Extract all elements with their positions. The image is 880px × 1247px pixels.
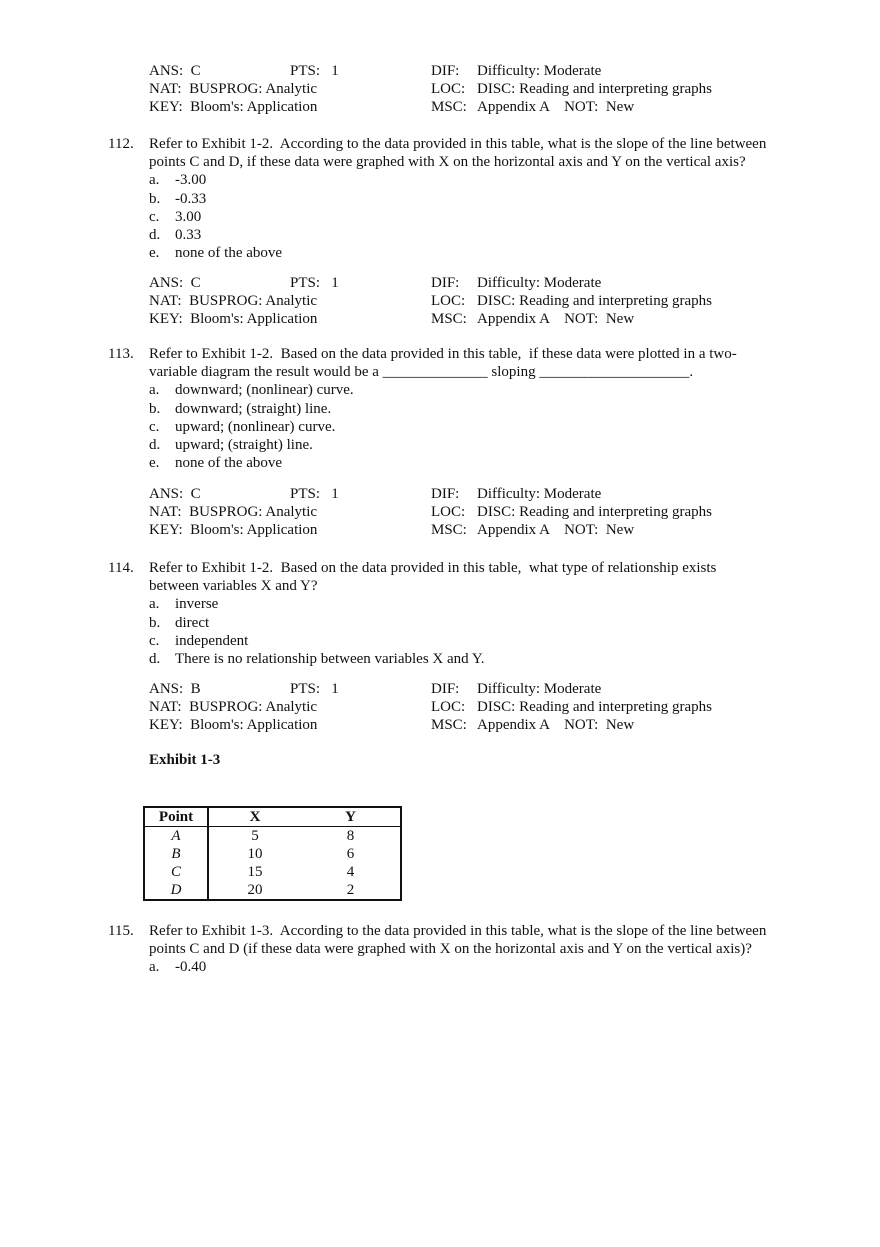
metadata-field: LOC: bbox=[431, 81, 466, 98]
table-cell: 8 bbox=[346, 828, 355, 844]
option-text: downward; (nonlinear) curve. bbox=[175, 382, 354, 399]
question-stem-line bbox=[0, 940, 880, 958]
table-cell: B bbox=[144, 845, 208, 863]
table-row bbox=[144, 827, 401, 846]
question-stem-line bbox=[0, 153, 880, 171]
metadata-row bbox=[0, 98, 880, 116]
metadata-field: ANS: B bbox=[149, 681, 201, 697]
question-text: variable diagram the result would be a ______________ sloping ____________________. bbox=[149, 364, 694, 381]
question bbox=[0, 559, 880, 668]
table-cell: A bbox=[144, 827, 208, 846]
metadata-field: DISC: Reading and interpreting graphs bbox=[477, 81, 712, 98]
answer-option bbox=[0, 208, 880, 226]
metadata-row bbox=[0, 274, 880, 292]
table-cell: C bbox=[144, 863, 208, 881]
header-y: Y bbox=[301, 807, 401, 827]
metadata-field: DIF: bbox=[431, 275, 460, 291]
answer-metadata bbox=[0, 274, 880, 329]
metadata-field: DIF: bbox=[431, 681, 460, 697]
exhibit-table bbox=[143, 806, 402, 901]
table-cell: 15 bbox=[247, 864, 263, 880]
table-row bbox=[144, 845, 401, 863]
option-text: There is no relationship between variables X and Y. bbox=[175, 650, 485, 667]
question-text: points C and D (if these data were graphed with X on the horizontal axis and Y on the vertical axis)? bbox=[149, 941, 752, 958]
table-cell: 10 bbox=[247, 846, 263, 862]
metadata-field: MSC: bbox=[431, 311, 467, 328]
option-text: independent bbox=[175, 632, 249, 649]
metadata-field: KEY: Bloom's: Application bbox=[149, 311, 318, 328]
option-letter: c. bbox=[149, 418, 160, 435]
metadata-field: ANS: C bbox=[149, 275, 201, 291]
metadata-field: MSC: bbox=[431, 522, 467, 539]
question-stem-line bbox=[0, 559, 880, 577]
question-text: Refer to Exhibit 1-2. Based on the data provided in this table, what type of relationship exists bbox=[149, 560, 717, 576]
option-text: -3.00 bbox=[175, 172, 207, 189]
metadata-row bbox=[0, 485, 880, 503]
metadata-field: Appendix A NOT: New bbox=[477, 99, 635, 116]
metadata-field: PTS: 1 bbox=[290, 486, 339, 502]
metadata-field: Difficulty: Moderate bbox=[477, 275, 602, 291]
question-text: Refer to Exhibit 1-2. According to the data provided in this table, what is the slope of the line between bbox=[149, 136, 767, 152]
option-letter: d. bbox=[149, 436, 161, 453]
table-cell: 4 bbox=[346, 864, 355, 880]
question-stem-line bbox=[0, 922, 880, 940]
question-number: 112. bbox=[108, 136, 134, 152]
metadata-field: ANS: C bbox=[149, 63, 201, 79]
metadata-field: Appendix A NOT: New bbox=[477, 311, 635, 328]
answer-option bbox=[0, 400, 880, 418]
question-number: 113. bbox=[108, 346, 134, 362]
metadata-field: MSC: bbox=[431, 99, 467, 116]
table-header-row bbox=[144, 807, 401, 827]
answer-option bbox=[0, 632, 880, 650]
metadata-field: NAT: BUSPROG: Analytic bbox=[149, 504, 318, 521]
metadata-row bbox=[0, 680, 880, 698]
option-text: -0.40 bbox=[175, 959, 207, 976]
metadata-row bbox=[0, 310, 880, 328]
question-text: between variables X and Y? bbox=[149, 578, 318, 595]
metadata-field: DIF: bbox=[431, 486, 460, 502]
metadata-row bbox=[0, 292, 880, 310]
metadata-field: PTS: 1 bbox=[290, 681, 339, 697]
question-number: 115. bbox=[108, 923, 134, 939]
metadata-field: PTS: 1 bbox=[290, 63, 339, 79]
metadata-field: Appendix A NOT: New bbox=[477, 522, 635, 539]
answer-metadata bbox=[0, 485, 880, 540]
option-letter: a. bbox=[149, 172, 160, 189]
table-cell: 5 bbox=[251, 828, 259, 844]
table-cell: 6 bbox=[346, 846, 355, 862]
question-stem-line bbox=[0, 345, 880, 363]
answer-option bbox=[0, 958, 880, 976]
answer-option bbox=[0, 226, 880, 244]
metadata-field: Difficulty: Moderate bbox=[477, 486, 602, 502]
question-number: 114. bbox=[108, 560, 134, 576]
metadata-field: DIF: bbox=[431, 63, 460, 79]
answer-option bbox=[0, 595, 880, 613]
answer-option bbox=[0, 614, 880, 632]
table-cell: D bbox=[144, 881, 208, 900]
question bbox=[0, 345, 880, 472]
option-letter: b. bbox=[149, 190, 161, 207]
option-letter: b. bbox=[149, 400, 161, 417]
metadata-field: LOC: bbox=[431, 293, 466, 310]
metadata-field: NAT: BUSPROG: Analytic bbox=[149, 81, 318, 98]
metadata-field: PTS: 1 bbox=[290, 275, 339, 291]
metadata-field: KEY: Bloom's: Application bbox=[149, 522, 318, 539]
answer-option bbox=[0, 190, 880, 208]
option-letter: d. bbox=[149, 650, 161, 667]
option-text: none of the above bbox=[175, 455, 283, 472]
metadata-row bbox=[0, 716, 880, 734]
option-text: -0.33 bbox=[175, 190, 207, 207]
answer-option bbox=[0, 418, 880, 436]
option-letter: a. bbox=[149, 596, 160, 613]
metadata-field: LOC: bbox=[431, 699, 466, 716]
metadata-row bbox=[0, 80, 880, 98]
metadata-row bbox=[0, 698, 880, 716]
metadata-row bbox=[0, 503, 880, 521]
option-letter: b. bbox=[149, 614, 161, 631]
option-text: 3.00 bbox=[175, 208, 202, 225]
option-text: upward; (straight) line. bbox=[175, 436, 313, 453]
metadata-row bbox=[0, 521, 880, 539]
metadata-field: Difficulty: Moderate bbox=[477, 681, 602, 697]
metadata-field: Difficulty: Moderate bbox=[477, 63, 602, 79]
question bbox=[0, 922, 880, 977]
answer-option bbox=[0, 650, 880, 668]
option-letter: c. bbox=[149, 208, 160, 225]
question-stem-line bbox=[0, 577, 880, 595]
metadata-field: DISC: Reading and interpreting graphs bbox=[477, 293, 712, 310]
option-text: inverse bbox=[175, 596, 219, 613]
answer-option bbox=[0, 171, 880, 189]
option-letter: a. bbox=[149, 959, 160, 976]
answer-metadata bbox=[0, 680, 880, 735]
option-letter: a. bbox=[149, 382, 160, 399]
question-stem-line bbox=[0, 135, 880, 153]
option-text: none of the above bbox=[175, 245, 283, 262]
header-x: X bbox=[208, 807, 301, 827]
header-point: Point bbox=[144, 807, 208, 827]
metadata-field: Appendix A NOT: New bbox=[477, 717, 635, 734]
option-letter: d. bbox=[149, 226, 161, 243]
option-text: downward; (straight) line. bbox=[175, 400, 332, 417]
option-text: upward; (nonlinear) curve. bbox=[175, 418, 336, 435]
question-text: Refer to Exhibit 1-2. Based on the data provided in this table, if these data were plotted in a two- bbox=[149, 346, 737, 362]
metadata-field: ANS: C bbox=[149, 486, 201, 502]
metadata-field: KEY: Bloom's: Application bbox=[149, 717, 318, 734]
option-text: 0.33 bbox=[175, 226, 202, 243]
option-letter: c. bbox=[149, 632, 160, 649]
question-stem-line bbox=[0, 363, 880, 381]
metadata-field: KEY: Bloom's: Application bbox=[149, 99, 318, 116]
option-text: direct bbox=[175, 614, 210, 631]
question-text: points C and D, if these data were graphed with X on the horizontal axis and Y on the vertical axis? bbox=[149, 154, 746, 171]
metadata-field: NAT: BUSPROG: Analytic bbox=[149, 699, 318, 716]
metadata-field: MSC: bbox=[431, 717, 467, 734]
answer-option bbox=[0, 436, 880, 454]
exhibit-title: Exhibit 1-3 bbox=[149, 752, 221, 768]
table-row bbox=[144, 863, 401, 881]
metadata-field: DISC: Reading and interpreting graphs bbox=[477, 699, 712, 716]
question-text: Refer to Exhibit 1-3. According to the data provided in this table, what is the slope of the line between bbox=[149, 923, 767, 939]
metadata-row bbox=[0, 62, 880, 80]
table-row bbox=[144, 881, 401, 900]
answer-metadata bbox=[0, 62, 880, 117]
metadata-field: DISC: Reading and interpreting graphs bbox=[477, 504, 712, 521]
table-cell: 20 bbox=[247, 882, 263, 898]
table-cell: 2 bbox=[346, 882, 355, 898]
metadata-field: NAT: BUSPROG: Analytic bbox=[149, 293, 318, 310]
metadata-field: LOC: bbox=[431, 504, 466, 521]
answer-option bbox=[0, 381, 880, 399]
option-letter: e. bbox=[149, 245, 160, 262]
option-letter: e. bbox=[149, 455, 160, 472]
question bbox=[0, 135, 880, 262]
answer-option bbox=[0, 454, 880, 472]
answer-option bbox=[0, 244, 880, 262]
